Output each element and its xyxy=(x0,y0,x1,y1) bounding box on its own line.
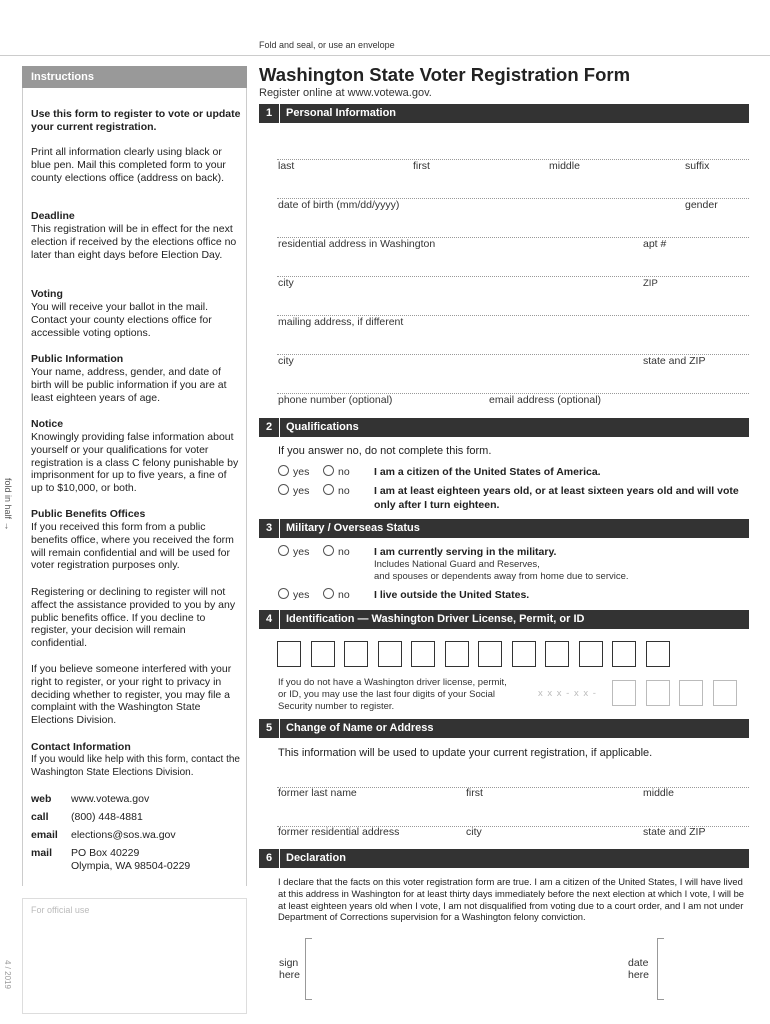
contact-heading: Contact Information xyxy=(31,741,131,753)
id-digit-box[interactable] xyxy=(445,641,469,667)
ssn-mask: x x x - x x - xyxy=(538,688,597,699)
qualifications-note: If you answer no, do not complete this form. xyxy=(278,445,492,457)
official-use-label: For official use xyxy=(31,905,90,915)
section-1-header xyxy=(259,104,749,123)
date-label-2: here xyxy=(628,969,650,981)
id-digit-box[interactable] xyxy=(311,641,335,667)
military-note-1: Includes National Guard and Reserves, xyxy=(374,559,540,570)
official-use-box xyxy=(22,898,247,1014)
zip-label: ZIP xyxy=(643,278,658,289)
signature-field[interactable] xyxy=(305,938,312,1000)
former-middle-label: middle xyxy=(643,787,674,799)
deadline-text: This registration will be in effect for the next election if received by the elections office no later than eight days before Election Day. xyxy=(31,223,237,261)
benefits-heading: Public Benefits Offices xyxy=(31,508,146,520)
instructions-intro: Use this form to register to vote or update your current registration. xyxy=(31,108,241,133)
date-field[interactable] xyxy=(657,938,664,1000)
sign-label-1: sign xyxy=(279,957,299,969)
email-link[interactable]: elections@sos.wa.gov xyxy=(71,829,176,841)
ssn-digit-box[interactable] xyxy=(713,680,737,706)
military-no[interactable]: no xyxy=(323,545,350,558)
id-digit-box[interactable] xyxy=(277,641,301,667)
former-state-zip-label: state and ZIP xyxy=(643,826,706,838)
section-4-number: 4 xyxy=(259,610,280,629)
q1-yes[interactable]: yes xyxy=(278,465,309,478)
first-name-label: first xyxy=(413,160,430,172)
section-6-number: 6 xyxy=(259,849,280,868)
mail-line2: Olympia, WA 98504-0229 xyxy=(71,860,191,872)
web-label: web xyxy=(31,793,52,805)
name-field[interactable] xyxy=(277,159,749,160)
city-label: city xyxy=(278,277,294,289)
mail-label: mail xyxy=(31,847,53,859)
id-digit-box[interactable] xyxy=(512,641,536,667)
section-3-number: 3 xyxy=(259,519,280,538)
section-4-title: Identification — Washington Driver License, Permit, or ID xyxy=(286,613,585,625)
mailing-city-label: city xyxy=(278,355,294,367)
fold-half-note: fold in half → xyxy=(3,478,13,531)
ssn-note: If you do not have a Washington driver license, permit, or ID, you may use the last four digits of your Social Security number to register. xyxy=(278,677,507,712)
voting-heading: Voting xyxy=(31,288,63,300)
section-4-header xyxy=(259,610,749,629)
declaration-text: I declare that the facts on this voter registration form are true. I am a citizen of the United States, I will have lived at this address in Washington for at least thirty days immediately before the next election at which I vote, I will be at least eighteen years old when I vote, I am not disqualified from voting due to a court order, and I am not under Department of Corrections supervision for a Washington felony conviction. xyxy=(278,876,745,923)
contact-email xyxy=(31,829,176,842)
public-info-heading: Public Information xyxy=(31,353,124,365)
section-3-header xyxy=(259,519,749,538)
interfered-text: If you believe someone interfered with your right to register, or your right to privacy in deciding whether to register, you may file a complaint with the Washington State Elections Division. xyxy=(31,663,232,727)
phone-value: (800) 448-4881 xyxy=(71,811,143,823)
section-6-title: Declaration xyxy=(286,852,346,864)
military-note-2: and spouses or dependents away from home due to service. xyxy=(374,571,629,582)
public-info-text: Your name, address, gender, and date of birth will be public information if you are at least eighteen years of age. xyxy=(31,366,227,404)
phone-label: phone number (optional) xyxy=(278,394,393,406)
military-question: I am currently serving in the military. xyxy=(374,546,557,558)
top-rule xyxy=(0,55,770,56)
q2-no[interactable]: no xyxy=(323,484,350,497)
section-5-header xyxy=(259,719,749,738)
former-first-label: first xyxy=(466,787,483,799)
version-label: 4 / 2019 xyxy=(3,960,12,989)
voting-text: You will receive your ballot in the mail. Contact your county elections office for accessible voting options. xyxy=(31,301,212,339)
id-digit-box[interactable] xyxy=(378,641,402,667)
radio-icon[interactable] xyxy=(323,465,334,476)
section-5-number: 5 xyxy=(259,719,280,738)
suffix-label: suffix xyxy=(685,160,710,172)
id-digit-box[interactable] xyxy=(579,641,603,667)
radio-icon[interactable] xyxy=(278,588,289,599)
date-label-1: date xyxy=(628,957,649,969)
page-title: Washington State Voter Registration Form xyxy=(259,64,631,85)
deadline-heading: Deadline xyxy=(31,210,75,222)
ssn-digit-box[interactable] xyxy=(646,680,670,706)
mailing-address-label: mailing address, if different xyxy=(278,316,404,328)
call-label: call xyxy=(31,811,49,823)
mail-line1: PO Box 40229 xyxy=(71,847,140,859)
radio-icon[interactable] xyxy=(323,484,334,495)
notice-text: Knowingly providing false information about yourself or your qualifications for voter registration is a class C felony punishable by imprisonment for up to five years, a fine of up to $10,000, or both. xyxy=(31,431,239,495)
q2-yes[interactable]: yes xyxy=(278,484,309,497)
residential-address-label: residential address in Washington xyxy=(278,238,436,250)
overseas-yes[interactable]: yes xyxy=(278,588,309,601)
radio-icon[interactable] xyxy=(278,484,289,495)
age-question: I am at least eighteen years old, or at least sixteen years old and will vote only after I turn eighteen. xyxy=(374,485,739,511)
email-label-field: email address (optional) xyxy=(489,394,602,406)
section-2-header xyxy=(259,418,749,437)
page-subtitle: Register online at www.votewa.gov. xyxy=(259,87,432,99)
section-3-title: Military / Overseas Status xyxy=(286,522,420,534)
section-6-header xyxy=(259,849,749,868)
id-digit-box[interactable] xyxy=(646,641,670,667)
gender-label: gender xyxy=(685,199,718,211)
change-note: This information will be used to update your current registration, if applicable. xyxy=(278,747,653,759)
instructions-header: Instructions xyxy=(22,66,247,88)
section-1-number: 1 xyxy=(259,104,280,123)
dob-label: date of birth (mm/dd/yyyy) xyxy=(278,199,400,211)
sign-label-2: here xyxy=(279,969,301,981)
section-2-number: 2 xyxy=(259,418,280,437)
mailing-state-zip-label: state and ZIP xyxy=(643,355,706,367)
radio-icon[interactable] xyxy=(323,545,334,556)
city-zip-field[interactable] xyxy=(277,276,749,277)
id-digit-box[interactable] xyxy=(344,641,368,667)
id-digit-box[interactable] xyxy=(411,641,435,667)
id-digit-box[interactable] xyxy=(545,641,569,667)
section-5-title: Change of Name or Address xyxy=(286,722,434,734)
email-label: email xyxy=(31,829,58,841)
overseas-no[interactable]: no xyxy=(323,588,350,601)
section-2-title: Qualifications xyxy=(286,421,359,433)
former-address-label: former residential address xyxy=(278,826,400,838)
web-link[interactable]: www.votewa.gov xyxy=(71,793,150,805)
contact-text: If you would like help with this form, contact the Washington State Elections Division. xyxy=(31,754,240,778)
contact-mail xyxy=(31,847,139,860)
notice-heading: Notice xyxy=(31,418,64,430)
contact-web xyxy=(31,793,149,806)
q1-no[interactable]: no xyxy=(323,465,350,478)
fold-seal-note: Fold and seal, or use an envelope xyxy=(259,40,395,50)
radio-icon[interactable] xyxy=(278,465,289,476)
registering-text: Registering or declining to register will not affect the assistance provided to you by any public benefits office. If you decline to register, your decision will remain confidential. xyxy=(31,586,236,650)
radio-icon[interactable] xyxy=(278,545,289,556)
instructions-print: Print all information clearly using black or blue pen. Mail this completed form to your county elections office (address on back). xyxy=(31,146,226,184)
apt-label: apt # xyxy=(643,238,667,250)
former-city-label: city xyxy=(466,826,482,838)
former-last-label: former last name xyxy=(278,787,357,799)
benefits-text: If you received this form from a public benefits office, where you received the form will remain confidential and will be used for voter registration purposes only. xyxy=(31,521,234,572)
overseas-question: I live outside the United States. xyxy=(374,589,530,601)
id-digit-box[interactable] xyxy=(612,641,636,667)
ssn-digit-box[interactable] xyxy=(679,680,703,706)
military-yes[interactable]: yes xyxy=(278,545,309,558)
ssn-digit-box[interactable] xyxy=(612,680,636,706)
contact-call xyxy=(31,811,143,824)
id-digit-box[interactable] xyxy=(478,641,502,667)
last-name-label: last xyxy=(278,160,295,172)
citizen-question: I am a citizen of the United States of America. xyxy=(374,466,601,478)
radio-icon[interactable] xyxy=(323,588,334,599)
section-1-title: Personal Information xyxy=(286,107,397,119)
middle-name-label: middle xyxy=(549,160,580,172)
